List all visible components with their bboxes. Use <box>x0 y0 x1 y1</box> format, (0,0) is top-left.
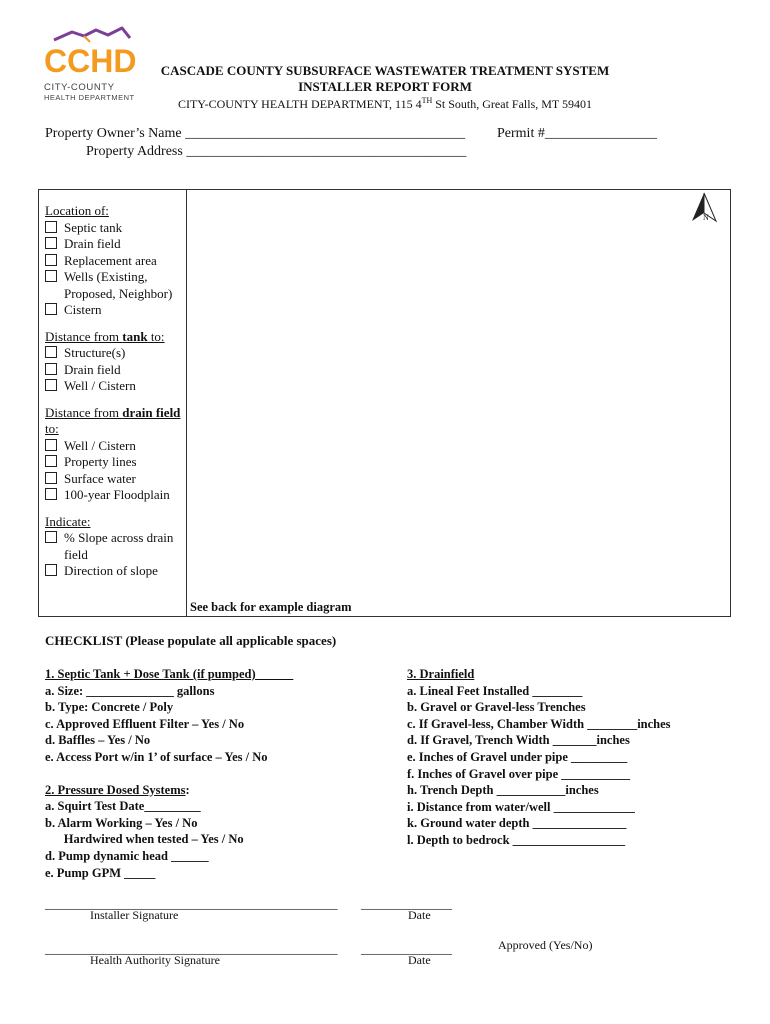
checkbox-label: Drain field <box>64 361 121 377</box>
installer-signature-label: Installer Signature <box>90 908 179 922</box>
checkbox-label: % Slope across drain field <box>64 530 174 562</box>
owner-name-field[interactable]: Property Owner’s Name ________________________________________ <box>45 126 466 141</box>
tank-distance-section <box>45 329 185 395</box>
logo-line-1: CITY-COUNTY <box>44 82 115 93</box>
checkbox-label: Well / Cistern <box>64 437 136 453</box>
septic-tank-title: 1. Septic Tank + Dose Tank (if pumped)______ <box>45 667 294 681</box>
checkbox[interactable] <box>45 455 57 467</box>
checkbox-label: Drain field <box>64 236 121 251</box>
checkbox[interactable] <box>45 221 57 233</box>
checklist-item[interactable]: e. Access Port w/in 1’ of surface – Yes / No <box>45 749 268 764</box>
location-section <box>45 203 185 319</box>
checklist-item[interactable]: b. Type: Concrete / Poly <box>45 700 174 715</box>
checklist-item[interactable]: Hardwired when tested – Yes / No <box>45 832 244 847</box>
checkbox[interactable] <box>45 488 57 500</box>
checklist-item[interactable]: k. Ground water depth _______________ <box>407 816 627 831</box>
checklist-item[interactable]: d. Baffles – Yes / No <box>45 733 151 748</box>
checkbox[interactable] <box>45 346 57 358</box>
checklist-item[interactable]: a. Lineal Feet Installed ________ <box>407 683 583 698</box>
date-line-2[interactable]: ______________ <box>361 941 452 956</box>
checklist-left-column <box>45 666 375 881</box>
checklist-item[interactable]: f. Inches of Gravel over pipe ___________ <box>407 766 631 781</box>
address-sup: TH <box>421 96 433 105</box>
approved-field[interactable]: Approved (Yes/No) <box>498 938 593 952</box>
checkbox[interactable] <box>45 564 57 576</box>
form-title <box>140 63 630 95</box>
drain-distance-title: Distance from drain field to: <box>45 404 181 436</box>
date-label-2: Date <box>408 953 431 967</box>
drain-distance-section <box>45 405 185 504</box>
checklist-item[interactable]: b. Gravel or Gravel-less Trenches <box>407 700 586 715</box>
checklist-item[interactable]: a. Squirt Test Date_________ <box>45 799 201 814</box>
checkbox-label: Replacement area <box>64 252 157 268</box>
checklist-item[interactable]: h. Trench Depth ___________inches <box>407 783 599 798</box>
checkbox-label: 100-year Floodplain <box>64 487 170 502</box>
checkbox[interactable] <box>45 237 57 249</box>
indicate-title: Indicate: <box>45 513 91 529</box>
logo-abbr: CCHD <box>44 43 136 78</box>
address-pre: CITY-COUNTY HEALTH DEPARTMENT, 115 4 <box>177 97 422 111</box>
tank-distance-title: Distance from tank to: <box>45 328 165 344</box>
north-letter: N <box>703 213 709 222</box>
diagram-divider <box>186 189 187 617</box>
property-address-field[interactable]: Property Address ________________________________________ <box>86 144 467 159</box>
checkbox-label: Property lines <box>64 454 137 469</box>
checkbox[interactable] <box>45 254 57 266</box>
drainfield-title: 3. Drainfield <box>407 667 475 681</box>
checklist-item[interactable]: l. Depth to bedrock __________________ <box>407 832 626 847</box>
title-line-2: INSTALLER REPORT FORM <box>298 79 472 94</box>
checkbox-label: Surface water <box>64 470 136 486</box>
health-signature-label: Health Authority Signature <box>90 953 220 967</box>
installer-signature-line[interactable]: _____________________________________________ <box>45 896 338 911</box>
checkbox[interactable] <box>45 531 57 543</box>
diagram-sidebar <box>45 203 185 590</box>
checkbox-label: Cistern <box>64 302 102 317</box>
checkbox[interactable] <box>45 379 57 391</box>
checklist-item[interactable]: i. Distance from water/well _____________ <box>407 799 635 814</box>
checklist-item[interactable]: a. Size: ______________ gallons <box>45 683 215 698</box>
checklist-item[interactable]: d. Pump dynamic head ______ <box>45 848 209 863</box>
checkbox[interactable] <box>45 303 57 315</box>
pressure-dosed-title: 2. Pressure Dosed Systems: <box>45 782 190 797</box>
location-title: Location of: <box>45 203 109 218</box>
checklist-item[interactable]: e. Pump GPM _____ <box>45 865 156 880</box>
cchd-logo <box>44 26 136 104</box>
north-arrow-icon <box>688 191 720 225</box>
logo-line-2: HEALTH DEPARTMENT <box>44 93 135 102</box>
department-address <box>140 96 630 112</box>
address-post: St South, Great Falls, MT 59401 <box>432 97 593 111</box>
checklist-right-column <box>407 666 727 849</box>
permit-field[interactable]: Permit #________________ <box>497 126 657 141</box>
checklist-item[interactable]: b. Alarm Working – Yes / No <box>45 815 198 830</box>
checklist-item[interactable]: e. Inches of Gravel under pipe _________ <box>407 749 628 764</box>
indicate-section <box>45 514 185 580</box>
mountain-logo-icon <box>44 26 136 78</box>
date-line-1[interactable]: ______________ <box>361 896 452 911</box>
checkbox[interactable] <box>45 472 57 484</box>
checkbox-label: Structure(s) <box>64 345 126 360</box>
see-back-note: See back for example diagram <box>190 600 352 614</box>
checkbox[interactable] <box>45 270 57 282</box>
date-label-1: Date <box>408 908 431 922</box>
checkbox-label: Well / Cistern <box>64 378 136 393</box>
checkbox[interactable] <box>45 363 57 375</box>
checkbox[interactable] <box>45 439 57 451</box>
checkbox-label: Direction of slope <box>64 563 158 578</box>
checklist-item[interactable]: d. If Gravel, Trench Width _______inches <box>407 733 630 748</box>
title-line-1: CASCADE COUNTY SUBSURFACE WASTEWATER TREATMENT SYSTEM <box>160 63 610 78</box>
checkbox-label: Septic tank <box>64 219 123 235</box>
checklist-title: CHECKLIST (Please populate all applicable spaces) <box>45 633 337 648</box>
checkbox-label: Wells (Existing, Proposed, Neighbor) <box>64 269 173 301</box>
checklist-item[interactable]: c. Approved Effluent Filter – Yes / No <box>45 716 245 731</box>
checklist-item[interactable]: c. If Gravel-less, Chamber Width ________inches <box>407 716 671 731</box>
health-signature-line[interactable]: _____________________________________________ <box>45 941 338 956</box>
